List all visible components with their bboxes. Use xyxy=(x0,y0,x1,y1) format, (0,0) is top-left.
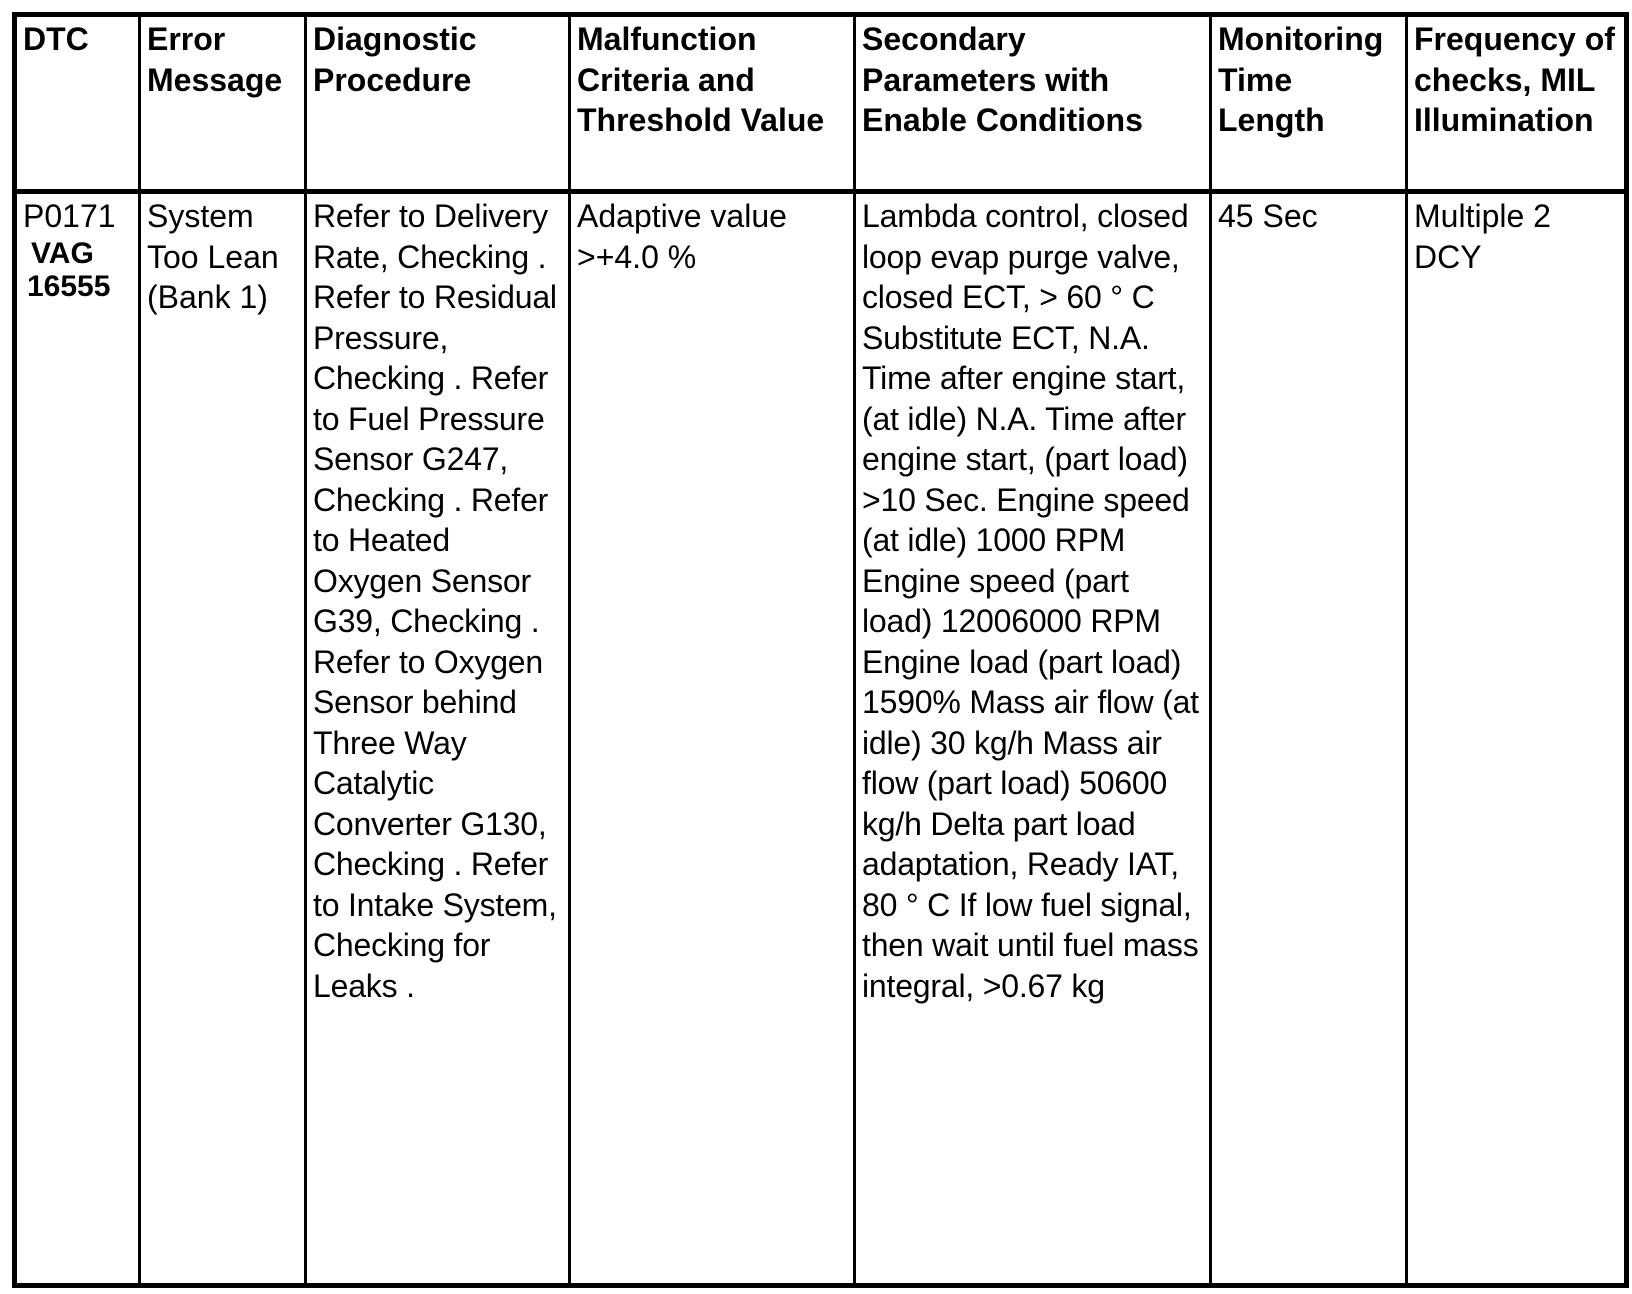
table-row xyxy=(15,192,1627,1286)
header-malfunction-criteria: Malfunction Criteria and Threshold Value xyxy=(570,15,855,192)
cell-monitoring-time: 45 Sec xyxy=(1211,192,1407,1286)
header-error-message: Error Message xyxy=(140,15,306,192)
header-monitoring-time: Monitoring Time Length xyxy=(1211,15,1407,192)
vag-label: VAG xyxy=(31,236,94,270)
cell-diagnostic-procedure: Refer to Delivery Rate, Checking . Refer to Residual Pressure, Checking . Refer to Fuel Pressure Sensor G247, Checking . Refer to Heated Oxygen Sensor G39, Checking . Refer to Oxygen Sensor behind Three Way Catalytic Converter G130, Checking . Refer to Intake System, Checking for Leaks . xyxy=(306,192,570,1286)
cell-error-message: System Too Lean (Bank 1) xyxy=(140,192,306,1286)
dtc-table xyxy=(12,12,1629,1288)
dtc-code: P0171 xyxy=(23,198,116,234)
header-diagnostic-procedure: Diagnostic Procedure xyxy=(306,15,570,192)
cell-dtc xyxy=(15,192,140,1286)
cell-malfunction-criteria: Adaptive value >+4.0 % xyxy=(570,192,855,1286)
table-header-row xyxy=(15,15,1627,192)
header-frequency-mil: Frequency of checks, MIL Illumination xyxy=(1407,15,1627,192)
header-secondary-parameters: Secondary Parameters with Enable Conditions xyxy=(855,15,1211,192)
vag-code: 16555 xyxy=(27,269,111,303)
cell-frequency-mil: Multiple 2 DCY xyxy=(1407,192,1627,1286)
cell-secondary-parameters: Lambda control, closed loop evap purge valve, closed ECT, > 60 ° C Substitute ECT, N.A. Time after engine start, (at idle) N.A. Time after engine start, (part load) >10 Sec. Engine speed (at idle) 1000 RPM Engine speed (part load) 12006000 RPM Engine load (part load) 1590% Mass air flow (at idle) 30 kg/h Mass air flow (part load) 50600 kg/h Delta part load adaptation, Ready IAT, 80 ° C If low fuel signal, then wait until fuel mass integral, >0.67 kg xyxy=(855,192,1211,1286)
header-dtc: DTC xyxy=(15,15,140,192)
